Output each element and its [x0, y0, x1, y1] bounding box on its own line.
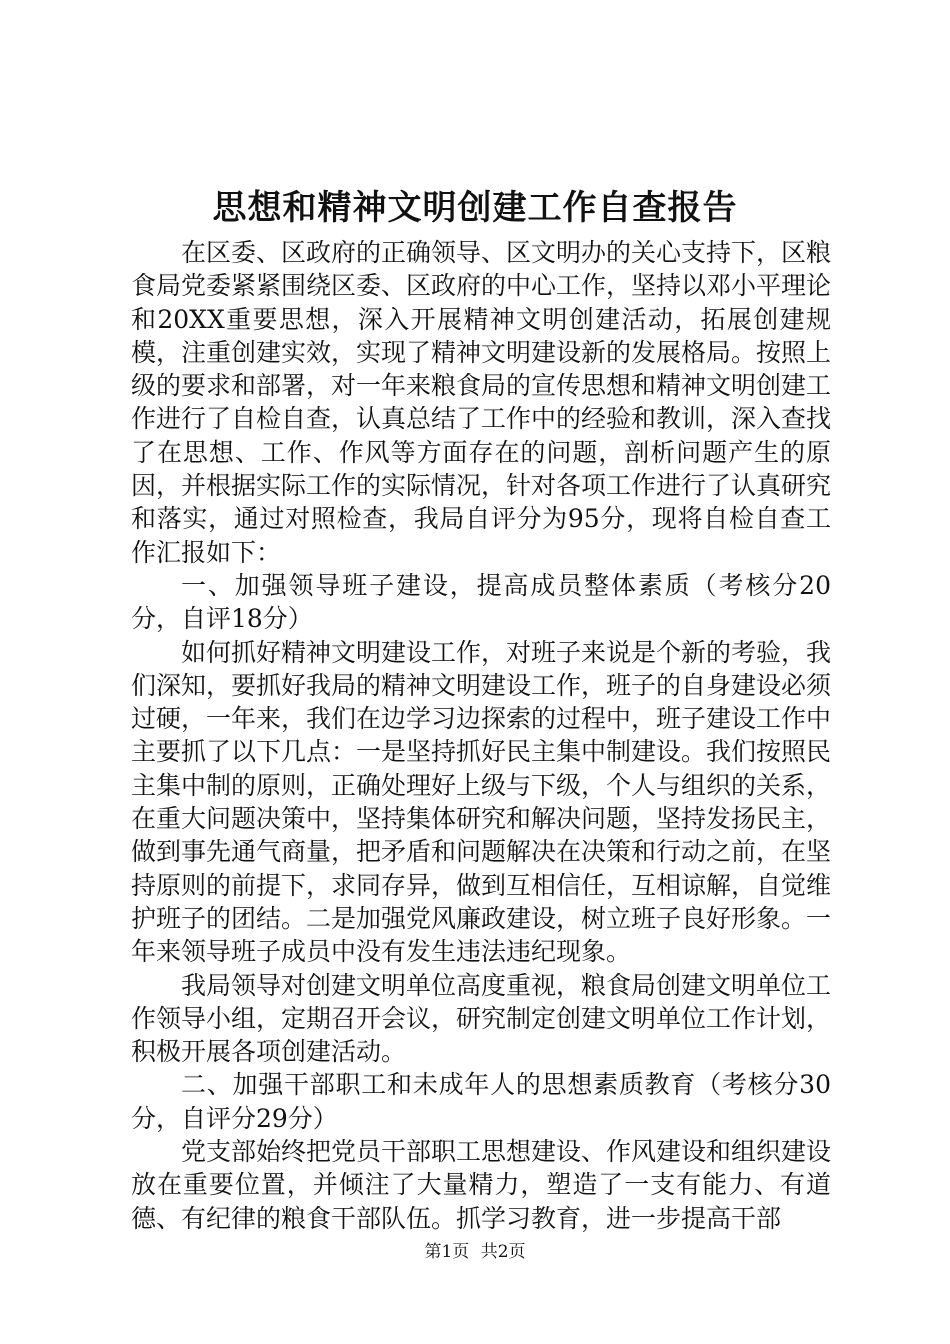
page-footer	[0, 1240, 950, 1264]
paragraph-leadership: 如何抓好精神文明建设工作，对班子来说是个新的考验，我们深知，要抓好我局的精神文明建设工作，班子的自身建设必须过硬，一年来，我们在边学习边探索的过程中，班子建设工作中主要抓了以下几点：一是坚持抓好民主集中制建设。我们按照民主集中制的原则，正确处理好上级与下级，个人与组织的关系，在重大问题决策中，坚持集体研究和解决问题，坚持发扬民主，做到事先通气商量，把矛盾和问题解决在决策和行动之前，在坚持原则的前提下，求同存异，做到互相信任，互相谅解，自觉维护班子的团结。二是加强党风廉政建设，树立班子良好形象。一年来领导班子成员中没有发生违法违纪现象。	[131, 637, 832, 967]
page-total: 共2页	[480, 1242, 526, 1262]
document-body	[131, 236, 831, 1235]
document-title: 思想和精神文明创建工作自查报告	[212, 188, 738, 228]
paragraph-civilized-unit: 我局领导对创建文明单位高度重视，粮食局创建文明单位工作领导小组，定期召开会议，研究制定创建文明单位工作计划，积极开展各项创建活动。	[131, 970, 832, 1067]
section-heading-1: 一、加强领导班子建设，提高成员整体素质（考核分20分，自评18分）	[131, 570, 831, 634]
page-number: 第1页	[424, 1242, 470, 1262]
paragraph-party-branch: 党支部始终把党员干部职工思想建设、作风建设和组织建设放在重要位置，并倾注了大量精力，塑造了一支有能力、有道德、有纪律的粮食干部队伍。抓学习教育，进一步提高干部	[131, 1137, 832, 1233]
paragraph-intro: 在区委、区政府的正确领导、区文明办的关心支持下，区粮食局党委紧紧围绕区委、区政府的中心工作，坚持以邓小平理论和20XX重要思想，深入开展精神文明创建活动，拓展创建规模，注重创建实效，实现了精神文明建设新的发展格局。按照上级的要求和部署，对一年来粮食局的宣传思想和精神文明创建工作进行了自检自查，认真总结了工作中的经验和教训，深入查找了在思想、工作、作风等方面存在的问题，剖析问题产生的原因，并根据实际工作的实际情况，针对各项工作进行了认真研究和落实，通过对照检查，我局自评分为95分，现将自检自查工作汇报如下：	[131, 238, 832, 567]
section-heading-2: 二、加强干部职工和未成年人的思想素质教育（考核分30分，自评分29分）	[131, 1070, 831, 1133]
